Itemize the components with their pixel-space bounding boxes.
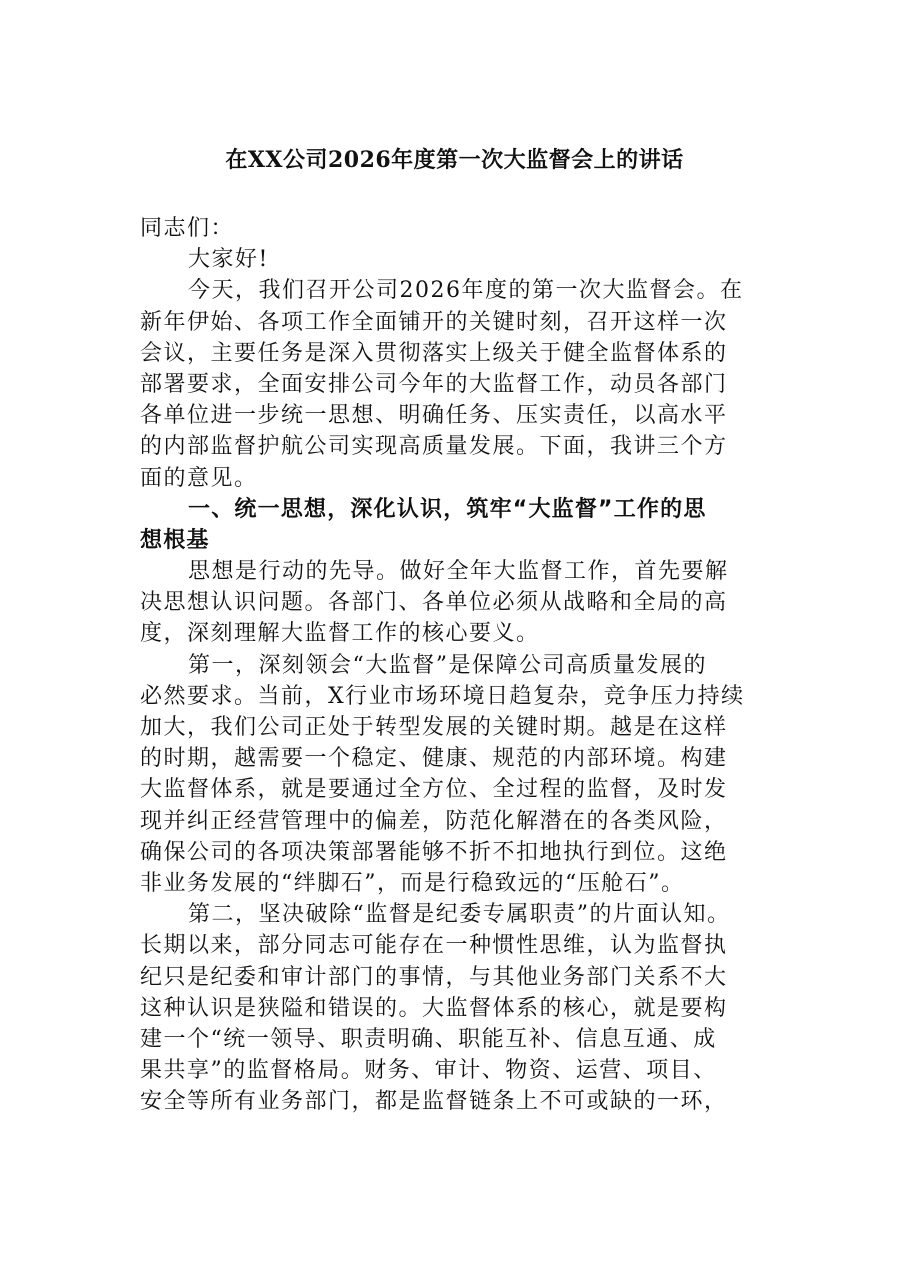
paragraph-line: 思想是行动的先导。做好全年大监督工作，首先要解: [188, 559, 729, 585]
paragraph-line: 部署要求，全面安排公司今年的大监督工作，动员各部门: [140, 371, 728, 397]
paragraph-line: 第一，深刻领会“大监督”是保障公司高质量发展的: [188, 652, 707, 678]
paragraph-line: 面的意见。: [140, 465, 258, 491]
paragraph-line: 各单位进一步统一思想、明确任务、压实责任，以高水平: [140, 403, 728, 429]
paragraph-line: 果共享”的监督格局。财务、审计、物资、运营、项目、: [140, 1058, 717, 1084]
paragraph-line: 会议，主要任务是深入贯彻落实上级关于健全监督体系的: [140, 340, 728, 366]
paragraph-line: 同志们：: [140, 216, 235, 241]
paragraph-line: 第二，坚决破除“监督是纪委专属职责”的片面认知。: [188, 902, 731, 928]
paragraph-line: 新年伊始、各项工作全面铺开的关键时刻，召开这样一次: [140, 309, 728, 335]
paragraph-line: 建一个“统一领导、职责明确、职能互补、信息互通、成: [140, 1026, 717, 1052]
paragraph-line: 大家好!: [188, 247, 269, 273]
paragraph-line: 的时期，越需要一个稳定、健康、规范的内部环境。构建: [140, 746, 728, 772]
document-body: [140, 213, 780, 1117]
paragraph-line: 现并纠正经营管理中的偏差，防范化解潜在的各类风险，: [140, 808, 728, 834]
paragraph-line: 确保公司的各项决策部署能够不折不扣地执行到位。这绝: [140, 839, 728, 865]
section-heading-line: 想根基: [140, 527, 210, 553]
document-title: 在XX公司2026年度第一次大监督会上的讲话: [225, 147, 684, 173]
paragraph-line: 今天，我们召开公司2026年度的第一次大监督会。在: [188, 278, 744, 304]
paragraph-line: 纪只是纪委和审计部门的事情，与其他业务部门关系不大: [140, 964, 728, 990]
section-heading-line: 一、统一思想，深化认识，筑牢“大监督”工作的思: [188, 496, 707, 522]
paragraph-line: 这种认识是狭隘和错误的。大监督体系的核心，就是要构: [140, 995, 728, 1021]
paragraph-line: 大监督体系，就是要通过全方位、全过程的监督，及时发: [140, 777, 728, 803]
paragraph-line: 度，深刻理解大监督工作的核心要义。: [140, 621, 540, 647]
paragraph-line: 必然要求。当前，X行业市场环境日趋复杂，竞争压力持续: [140, 683, 745, 709]
paragraph-line: 安全等所有业务部门，都是监督链条上不可或缺的一环，: [140, 1089, 728, 1115]
paragraph-line: 加大，我们公司正处于转型发展的关键时期。越是在这样: [140, 715, 728, 740]
paragraph-line: 长期以来，部分同志可能存在一种惯性思维，认为监督执: [140, 933, 728, 959]
paragraph-line: 的内部监督护航公司实现高质量发展。下面，我讲三个方: [140, 434, 728, 460]
paragraph-line: 非业务发展的“绊脚石”，而是行稳致远的“压舱石”。: [140, 870, 685, 896]
paragraph-line: 决思想认识问题。各部门、各单位必须从战略和全局的高: [140, 590, 728, 616]
